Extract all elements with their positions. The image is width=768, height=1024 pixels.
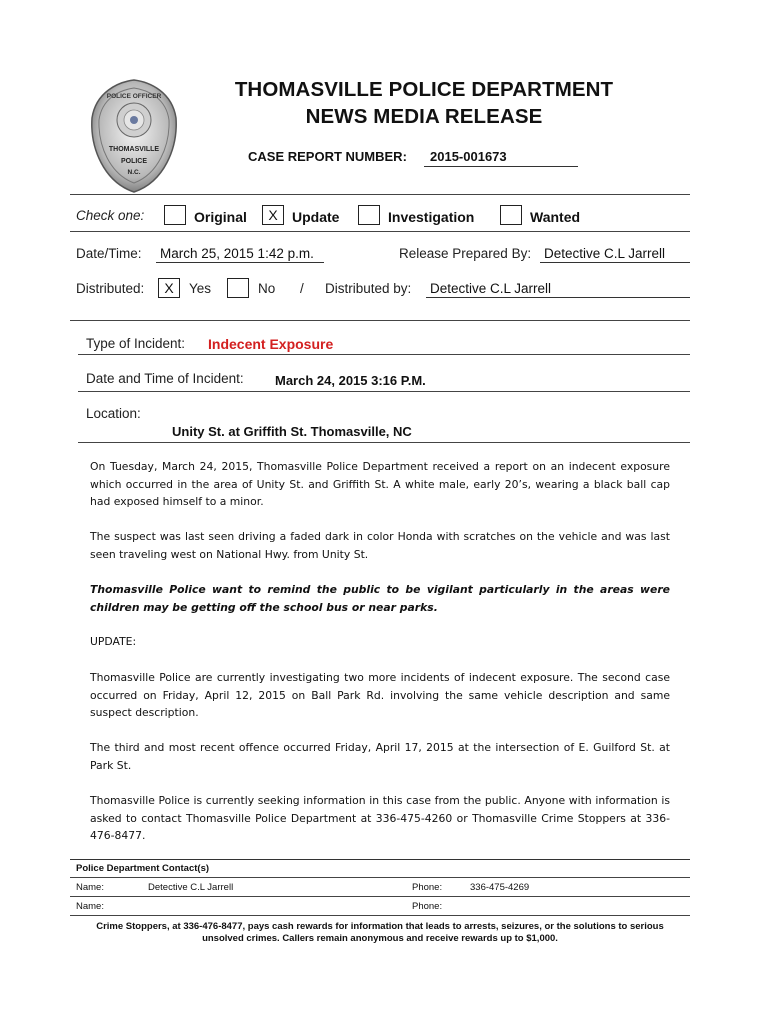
checkbox-wanted[interactable] xyxy=(500,205,522,225)
distributed-no-label: No xyxy=(258,281,276,296)
body-paragraph-3: Thomasville Police want to remind the public to be vigilant particularly in the areas were children may be getting off the school bus or near parks. xyxy=(90,583,670,614)
datetime-label: Date/Time: xyxy=(76,246,142,261)
distributed-by-value: Detective C.L Jarrell xyxy=(426,281,690,298)
crime-stoppers-line-2: unsolved crimes. Callers remain anonymous and receive rewards up to $1,000. xyxy=(202,933,558,944)
divider xyxy=(70,915,690,916)
badge-middle-text: THOMASVILLE xyxy=(108,146,160,153)
divider xyxy=(70,859,690,860)
update-heading: UPDATE: xyxy=(90,635,137,648)
location-value: Unity St. at Griffith St. Thomasville, NC xyxy=(172,424,412,439)
body-paragraph-4: Thomasville Police are currently investigating two more incidents of indecent exposure. The second case occurred on Friday, April 12, 2015 on Ball Park Rd. involving the same vehicle description and same suspect description. xyxy=(90,671,670,719)
distributed-label: Distributed: xyxy=(76,281,145,296)
contact-name: Detective C.L Jarrell xyxy=(148,882,234,893)
divider xyxy=(78,391,690,392)
check-one-label: Check one: xyxy=(76,208,145,223)
checkbox-wanted-label: Wanted xyxy=(530,209,581,225)
body-paragraph-6: Thomasville Police is currently seeking information in this case from the public. Anyone with information is asked to contact Thomasville Police Department at 336-475-4260 or Thomasville Crime Stoppers at 336-476-8477. xyxy=(90,794,670,842)
checkbox-investigation-label: Investigation xyxy=(388,209,475,225)
checkbox-update-label: Update xyxy=(292,209,340,225)
divider xyxy=(78,354,690,355)
datetime-value: March 25, 2015 1:42 p.m. xyxy=(156,246,324,263)
incident-datetime-label: Date and Time of Incident: xyxy=(86,371,244,386)
badge-lower-text: POLICE xyxy=(120,158,148,165)
distributed-by-label: Distributed by: xyxy=(325,281,412,296)
incident-datetime-value: March 24, 2015 3:16 P.M. xyxy=(275,373,426,388)
contact-name-label: Name: xyxy=(76,882,104,893)
contact-phone-label: Phone: xyxy=(412,901,443,912)
release-prepared-value: Detective C.L Jarrell xyxy=(540,246,690,263)
badge-top-text: POLICE OFFICER xyxy=(106,93,162,100)
checkbox-original-label: Original xyxy=(194,209,247,225)
body-paragraph-5: The third and most recent offence occurred Friday, April 17, 2015 at the intersection of E. Guilford St. at Park St. xyxy=(90,741,670,772)
case-report-number: 2015-001673 xyxy=(424,149,578,167)
divider xyxy=(70,194,690,195)
body-paragraph-2: The suspect was last seen driving a faded dark in color Honda with scratches on the vehicle and was last seen traveling west on National Hwy. from Unity St. xyxy=(90,530,670,561)
distributed-yes-label: Yes xyxy=(189,281,212,296)
checkbox-investigation[interactable] xyxy=(358,205,380,225)
divider xyxy=(78,442,690,443)
incident-type-label: Type of Incident: xyxy=(86,336,186,351)
body-paragraph-1: On Tuesday, March 24, 2015, Thomasville Police Department received a report on an indecent exposure which occurred in the area of Unity St. and Griffith St. A white male, early 20’s, wearing a black ball cap had exposed himself to a minor. xyxy=(90,460,670,508)
contact-name-label: Name: xyxy=(76,901,104,912)
case-report-label: CASE REPORT NUMBER: xyxy=(248,149,407,164)
incident-type-value: Indecent Exposure xyxy=(208,336,334,352)
divider xyxy=(70,896,690,897)
divider xyxy=(70,231,690,232)
checkbox-distributed-yes[interactable]: X xyxy=(158,278,180,298)
divider xyxy=(70,320,690,321)
divider xyxy=(70,877,690,878)
page-title: THOMASVILLE POLICE DEPARTMENT xyxy=(234,78,614,101)
contact-phone-label: Phone: xyxy=(412,882,443,893)
badge-bottom-text: N.C. xyxy=(127,169,141,176)
crime-stoppers-line-1: Crime Stoppers, at 336-476-8477, pays cash rewards for information that leads to arrests, seizures, or the solutions to serious xyxy=(96,921,664,932)
contact-phone: 336-475-4269 xyxy=(470,882,530,893)
checkbox-original[interactable] xyxy=(164,205,186,225)
contacts-heading: Police Department Contact(s) xyxy=(76,863,210,874)
checkbox-distributed-no[interactable] xyxy=(227,278,249,298)
location-label: Location: xyxy=(86,406,141,421)
release-prepared-label: Release Prepared By: xyxy=(399,246,532,261)
separator: / xyxy=(300,281,304,296)
checkbox-update[interactable]: X xyxy=(262,205,284,225)
crime-stoppers-notice xyxy=(70,921,690,945)
page-subtitle: NEWS MEDIA RELEASE xyxy=(305,105,543,128)
